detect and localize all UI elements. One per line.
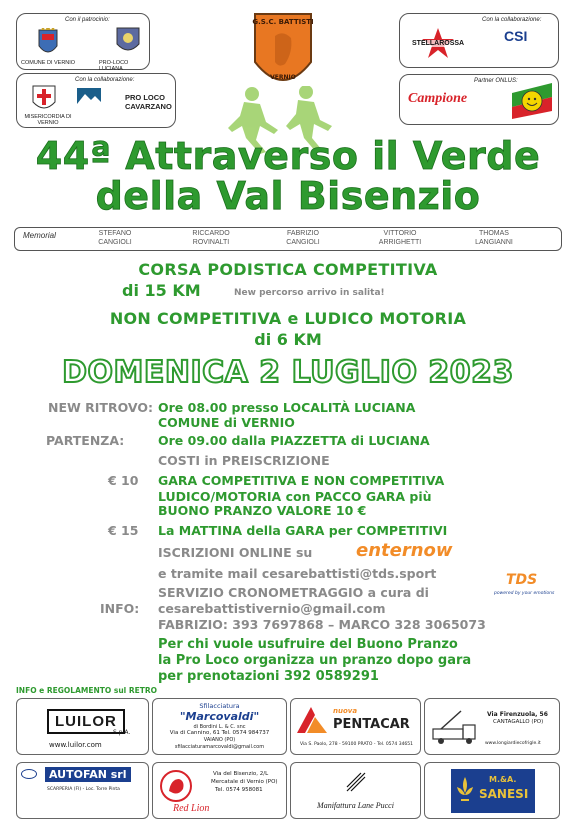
comune-crest-icon <box>37 28 59 58</box>
sponsor-pucci[interactable] <box>290 762 421 819</box>
race-non-competitive: NON COMPETITIVA e LUDICO MOTORIA <box>109 309 467 328</box>
redlion-l2: Mercatale di Vernio (PO) <box>211 779 278 785</box>
memorial-name-1 <box>87 229 143 247</box>
longiardi-l1: Via Firenzuola, 56 <box>487 711 548 718</box>
sanesi-pre: M.&A. <box>489 775 517 784</box>
marcovaldi-l2: Via di Cannino, 61 Tel. 0574 984737 <box>169 730 270 736</box>
race-competitive-distance: di 15 KM <box>122 281 201 300</box>
memorial-last: CANGIOLI <box>286 239 320 246</box>
patronage-title: Con il patrocinio: <box>65 17 110 23</box>
memorial-first: VITTORIO <box>383 230 417 237</box>
price-10: € 10 <box>108 473 139 488</box>
sponsor-autofan[interactable] <box>16 762 149 819</box>
luilor-logo: LUILOR <box>47 709 125 734</box>
marcovaldi-brand: "Marcovaldi" <box>179 710 260 723</box>
autofan-name: AUTOFAN srl <box>45 767 131 782</box>
sponsor-redlion[interactable] <box>152 762 287 819</box>
sponsor-longiardi[interactable] <box>424 698 560 755</box>
memorial-name-4 <box>367 229 433 247</box>
memorial-last: LANGIANNI <box>475 239 513 246</box>
pentacar-pre: nuova <box>333 707 358 715</box>
luilor-sub: S.p.A. <box>113 729 131 736</box>
costi-heading: COSTI in PREISCRIZIONE <box>158 453 330 468</box>
memorial-label: Memorial <box>23 231 56 240</box>
tds-tagline: powered by your emotions <box>494 591 555 596</box>
marcovaldi-l1: di Bordini L. & C. snc <box>193 724 246 730</box>
misericordia-crest-icon <box>31 84 57 114</box>
memorial-last: ARRIGHETTI <box>378 239 422 246</box>
partner-box <box>399 74 559 125</box>
lunch-line-2: la Pro Loco organizza un pranzo dopo gara <box>158 653 472 668</box>
memorial-first: RICCARDO <box>192 230 230 237</box>
autofan-l1: SCARPERIA (FI) - Loc. Torre Pinta <box>47 787 120 792</box>
lunch-line-3: per prenotazioni 392 0589291 <box>158 669 379 684</box>
patronage-item-proloco: PRO-LOCO LUCIANA <box>99 60 129 72</box>
partner-name: Campione <box>408 91 468 106</box>
memorial-first: STEFANO <box>98 230 132 237</box>
race-competitive: CORSA PODISTICA COMPETITIVA <box>138 260 438 279</box>
partenza-label: PARTENZA: <box>46 433 125 448</box>
online-line: ISCRIZIONI ONLINE su <box>158 545 313 560</box>
partner-title: Partner ONLUS: <box>474 78 518 84</box>
memorial-last: ROVINALTI <box>192 239 230 246</box>
lion-icon <box>159 769 193 803</box>
tds-logo: TDS <box>506 572 538 588</box>
info-email[interactable]: cesarebattistivernio@gmail.com <box>158 601 386 616</box>
price-10-line-1: GARA COMPETITIVA E NON COMPETITIVA <box>158 473 445 488</box>
sponsor-marcovaldi[interactable] <box>152 698 287 755</box>
race-non-competitive-distance: di 6 KM <box>254 330 322 349</box>
club-logo-top: G.S.C. BATTISTI <box>252 18 314 26</box>
pentacar-addr: Via S. Paolo, 278 - 59100 PRATO - Tel. 0574 34651 <box>299 742 414 747</box>
crono-line: SERVIZIO CRONOMETRAGGIO a cura di <box>158 585 429 600</box>
event-title-line1: 44ª Attraverso il Verde <box>35 134 541 178</box>
ritrovo-line-2: COMUNE di VERNIO <box>158 415 295 430</box>
ritrovo-label: NEW RITROVO: <box>48 400 153 415</box>
marcovaldi-name: Sfilacciatura <box>199 702 240 710</box>
marcovaldi-l4: sfilacciaturamarcovaldi@gmail.com <box>174 744 265 750</box>
collab-right-title: Con la collaborazione: <box>482 17 542 23</box>
sponsor-sanesi[interactable] <box>424 762 560 819</box>
longiardi-l3: www.longiardiecofrigle.it <box>485 741 541 746</box>
lily-icon <box>455 775 475 805</box>
longiardi-l2: CANTAGALLO (PO) <box>493 719 544 725</box>
redlion-l1: Via del Bisenzio, 2/L <box>213 771 269 777</box>
price-15-line-1: La MATTINA della GARA per COMPETITIVI <box>158 523 448 538</box>
memorial-first: FABRIZIO <box>287 230 319 237</box>
marcovaldi-l3: VAIANO (PO) <box>203 737 236 743</box>
collab-left-cavarzano: PRO LOCO CAVARZANO <box>125 93 172 111</box>
crane-truck-icon <box>431 709 479 745</box>
price-10-line-3: BUONO PRANZO VALORE 10 € <box>158 503 367 518</box>
pentacar-swoosh-icon <box>295 705 329 735</box>
memorial-first: THOMAS <box>479 230 509 237</box>
proloco-cavarzano-icon <box>77 88 101 108</box>
redlion-name: Red Lion <box>173 803 210 814</box>
info-label: INFO: <box>100 601 140 616</box>
redlion-l3: Tel. 0574 958081 <box>215 787 263 793</box>
sanesi-brand: SANESI <box>479 787 529 801</box>
sponsor-luilor[interactable] <box>16 698 149 755</box>
lunch-line-1: Per chi vuole usufruire del Buono Pranzo <box>158 637 458 652</box>
mail-line: e tramite mail cesarebattisti@tds.sport <box>158 566 437 581</box>
yarn-icon <box>343 769 369 795</box>
memorial-name-2 <box>181 229 241 247</box>
patronage-box <box>16 13 150 70</box>
pucci-name: Manifattura Lane Pucci <box>317 801 394 810</box>
event-date: DOMENICA 2 LUGLIO 2023 <box>62 355 514 390</box>
memorial-name-3 <box>273 229 333 247</box>
race-competitive-note: New percorso arrivo in salita! <box>234 288 385 298</box>
price-15: € 15 <box>108 523 139 538</box>
collab-left-title: Con la collaborazione: <box>75 77 135 83</box>
collab-right-stellarossa: STELLAROSSA <box>412 40 465 47</box>
price-10-line-2: LUDICO/MOTORIA con PACCO GARA più <box>158 489 432 504</box>
partenza-line: Ore 09.00 dalla PIAZZETTA di LUCIANA <box>158 433 430 448</box>
club-logo-bottom: VERNIO <box>270 74 296 81</box>
smiley-flag-icon <box>512 83 552 119</box>
memorial-box <box>14 227 562 251</box>
hyundai-icon <box>21 769 37 779</box>
info-phones: FABRIZIO: 393 7697868 – MARCO 328 3065073 <box>158 617 486 632</box>
patronage-item-comune: COMUNE DI VERNIO <box>21 60 76 66</box>
sponsor-pentacar[interactable] <box>290 698 421 755</box>
collab-right-box <box>399 13 559 68</box>
luilor-url: www.luilor.com <box>49 741 102 749</box>
ritrovo-line-1: Ore 08.00 presso LOCALITÀ LUCIANA <box>158 400 416 415</box>
event-title-line2: della Val Bisenzio <box>95 174 481 218</box>
collab-left-misericordia: MISERICORDIA DI VERNIO <box>24 114 72 127</box>
proloco-luciana-crest-icon <box>115 26 141 56</box>
enternow-logo: enternow <box>356 540 453 561</box>
memorial-name-5 <box>461 229 527 247</box>
memorial-last: CANGIOLI <box>98 239 132 246</box>
collab-right-csi: CSI <box>504 28 528 44</box>
pentacar-name: PENTACAR <box>333 717 410 732</box>
footer-note: INFO e REGOLAMENTO sul RETRO <box>16 686 158 695</box>
collab-left-box <box>16 73 176 128</box>
